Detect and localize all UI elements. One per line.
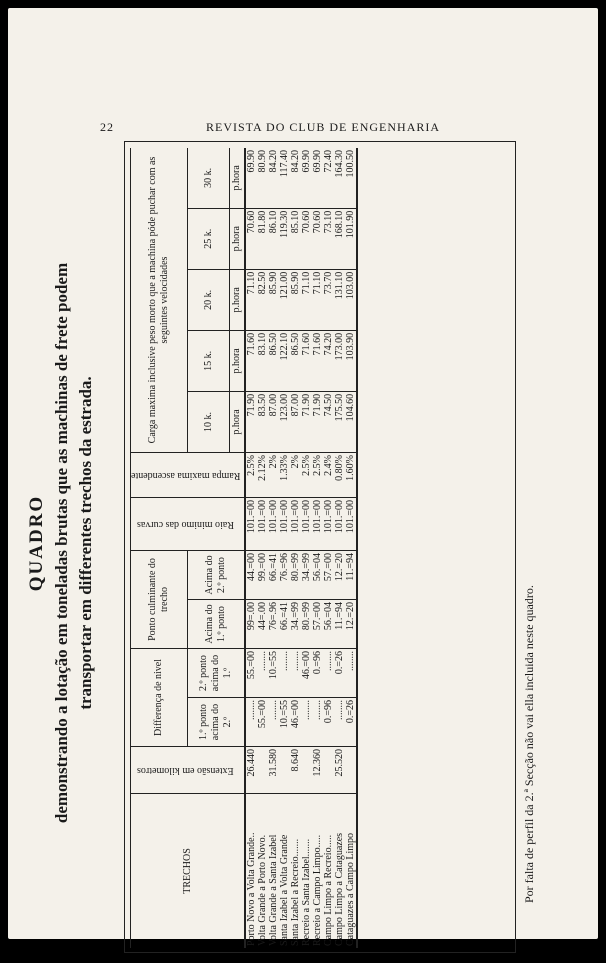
dif-2-cell: 10.=55 xyxy=(268,649,279,698)
load-cell: 173.00 xyxy=(334,330,345,391)
header-speed: 20 k. xyxy=(188,269,230,330)
title-subtitle-2: transportar em differentes trechos da estrada. xyxy=(76,376,95,710)
rampa-cell: 2.5% xyxy=(312,453,323,498)
load-cell: 71.60 xyxy=(301,330,312,391)
raio-cell: 101.=00 xyxy=(312,498,323,551)
trecho-cell: Santa Izabel a Recreio....... xyxy=(290,838,302,946)
table-row xyxy=(334,148,345,948)
load-cell: 87.00 xyxy=(290,391,301,452)
load-cell: 71.10 xyxy=(312,269,323,330)
load-cell: 101.90 xyxy=(345,208,357,269)
load-cell: 71.60 xyxy=(312,330,323,391)
trecho-cell: Campo Limpo a Recreio..... xyxy=(323,834,335,946)
table-row xyxy=(257,148,268,948)
dif-2-cell: ........ xyxy=(323,649,334,698)
rampa-cell: 1.33% xyxy=(279,453,290,498)
table-row xyxy=(312,148,323,948)
dif-1-cell: ........ xyxy=(268,698,279,747)
dif-2-cell: ........ xyxy=(279,649,290,698)
load-cell: 164.30 xyxy=(334,148,345,208)
rampa-cell: 2.5% xyxy=(245,453,257,498)
load-cell: 71.90 xyxy=(245,391,257,452)
load-cell: 74.50 xyxy=(323,391,334,452)
header-carga: Carga maxima inclusive peso morto que a machina póde puchar com as seguintes velocidades xyxy=(131,148,188,453)
extensao-cell xyxy=(279,747,290,794)
load-cell: 74.20 xyxy=(323,330,334,391)
cul-1-cell: 76=.96 xyxy=(268,600,279,649)
cul-2-cell: 34.=99 xyxy=(301,551,312,600)
header-unit: p.hora xyxy=(230,391,246,452)
extensao-cell xyxy=(301,747,312,794)
extensao-cell xyxy=(323,747,334,794)
load-cell: 85.90 xyxy=(290,269,301,330)
load-cell: 131.10 xyxy=(334,269,345,330)
header-cul-2: Acima do 2.º ponto xyxy=(188,551,246,600)
cul-2-cell: 12.=20 xyxy=(334,551,345,600)
title-main: QUADRO xyxy=(26,494,47,592)
raio-cell: 101.=00 xyxy=(345,498,357,551)
cul-1-cell: 11.=94 xyxy=(334,600,345,649)
page xyxy=(8,8,598,946)
rotated-content xyxy=(14,123,554,963)
header-trechos: TRECHOS xyxy=(181,848,193,894)
extensao-cell: 25.520 xyxy=(334,747,345,794)
table-row xyxy=(345,148,357,948)
dif-2-cell: ........ xyxy=(345,649,357,698)
load-cell: 122.10 xyxy=(279,330,290,391)
cul-2-cell: 66.=41 xyxy=(268,551,279,600)
table-row xyxy=(290,148,301,948)
extensao-cell xyxy=(345,747,357,794)
load-cell: 71.10 xyxy=(245,269,257,330)
header-diferenca: Differença de nivel xyxy=(131,649,188,747)
load-cell: 119.30 xyxy=(279,208,290,269)
rampa-cell: 1.60% xyxy=(345,453,357,498)
cul-2-cell: 76.=96 xyxy=(279,551,290,600)
header-dif-1: 1.º ponto acima do 2.º xyxy=(188,698,246,747)
cul-1-cell: 44=.00 xyxy=(257,600,268,649)
header-rampa: Rampa maxima ascendente xyxy=(131,453,246,498)
dif-1-cell: 0.=26 xyxy=(345,698,357,747)
dif-1-cell: 0.=96 xyxy=(323,698,334,747)
dif-1-cell: ........ xyxy=(334,698,345,747)
load-cell: 84.20 xyxy=(268,148,279,208)
load-cell: 70.60 xyxy=(312,208,323,269)
dif-2-cell: 0.=96 xyxy=(312,649,323,698)
header-raio: Raio minimo das curvas xyxy=(131,498,246,551)
load-cell: 103.00 xyxy=(345,269,357,330)
cul-2-cell: 44.=00 xyxy=(245,551,257,600)
dif-1-cell: ........ xyxy=(301,698,312,747)
cul-1-cell: 56.=04 xyxy=(323,600,334,649)
trecho-cell: Santa Izabel a Volta Grande xyxy=(279,834,291,946)
dif-2-cell: ........ xyxy=(257,649,268,698)
load-cell: 69.90 xyxy=(312,148,323,208)
header-speed: 25 k. xyxy=(188,208,230,269)
load-cell: 85.90 xyxy=(268,269,279,330)
footnote: Por falta de perfil da 2.ª Secção não vai ella incluida neste quadro. xyxy=(522,585,536,903)
trecho-cell: Cataguazes a Campo Limpo xyxy=(345,832,357,946)
header-dif-2: 2.º ponto acima do 1.º xyxy=(188,649,246,698)
rampa-cell: 2% xyxy=(268,453,279,498)
load-cell: 100.50 xyxy=(345,148,357,208)
extensao-cell: 12.360 xyxy=(312,747,323,794)
dif-2-cell: 55.=00 xyxy=(245,649,257,698)
extensao-cell: 31.580 xyxy=(268,747,279,794)
raio-cell: 101.=00 xyxy=(323,498,334,551)
cul-2-cell: 80.=99 xyxy=(290,551,301,600)
load-cell: 86.50 xyxy=(268,330,279,391)
load-cell: 123.00 xyxy=(279,391,290,452)
trecho-cell: Porto Novo a Volta Grande.. xyxy=(246,832,258,946)
header-unit: p.hora xyxy=(230,269,246,330)
table-row xyxy=(301,148,312,948)
load-cell: 87.00 xyxy=(268,391,279,452)
rampa-cell: 2% xyxy=(290,453,301,498)
load-cell: 81.80 xyxy=(257,208,268,269)
header-speed: 15 k. xyxy=(188,330,230,391)
load-cell: 175.50 xyxy=(334,391,345,452)
header-extensao: Extensão em kilometros xyxy=(131,747,246,794)
load-cell: 85.10 xyxy=(290,208,301,269)
title-subtitle-1: demonstrando a lotação em toneladas brutas que as machinas de frete podem xyxy=(52,262,71,824)
dif-2-cell: ........ xyxy=(290,649,301,698)
cul-1-cell: 57.=00 xyxy=(312,600,323,649)
dif-1-cell: ........ xyxy=(245,698,257,747)
cul-1-cell: 80.=99 xyxy=(301,600,312,649)
load-cell: 71.10 xyxy=(301,269,312,330)
load-cell: 86.10 xyxy=(268,208,279,269)
raio-cell: 101.=00 xyxy=(268,498,279,551)
load-cell: 73.10 xyxy=(323,208,334,269)
header-culminante: Ponto culminante do trecho xyxy=(131,551,188,649)
cul-1-cell: 34.=99 xyxy=(290,600,301,649)
load-cell: 117.40 xyxy=(279,148,290,208)
extensao-cell xyxy=(257,747,268,794)
header-speed: 10 k. xyxy=(188,391,230,452)
load-cell: 70.60 xyxy=(245,208,257,269)
cul-2-cell: 11.=94 xyxy=(345,551,357,600)
load-cell: 86.50 xyxy=(290,330,301,391)
raio-cell: 101.=00 xyxy=(245,498,257,551)
extensao-cell: 26.440 xyxy=(245,747,257,794)
load-cell: 71.90 xyxy=(301,391,312,452)
header-speed: 30 k. xyxy=(188,148,230,208)
load-cell: 69.90 xyxy=(301,148,312,208)
table-row xyxy=(268,148,279,948)
load-cell: 82.50 xyxy=(257,269,268,330)
trecho-cell: Campo Limpo a Cataguazes xyxy=(334,832,346,946)
load-cell: 168.10 xyxy=(334,208,345,269)
cul-2-cell: 99.=00 xyxy=(257,551,268,600)
rampa-cell: 0.80% xyxy=(334,453,345,498)
dif-2-cell: 0.=26 xyxy=(334,649,345,698)
running-title: REVISTA DO CLUB DE ENGENHARIA xyxy=(206,120,441,134)
raio-cell: 101.=00 xyxy=(279,498,290,551)
load-cell: 83.10 xyxy=(257,330,268,391)
dif-1-cell: ........ xyxy=(312,698,323,747)
load-cell: 71.90 xyxy=(312,391,323,452)
cul-2-cell: 57.=00 xyxy=(323,551,334,600)
load-cell: 70.60 xyxy=(301,208,312,269)
cul-1-cell: 66.=41 xyxy=(279,600,290,649)
header-unit: p.hora xyxy=(230,330,246,391)
load-cell: 121.00 xyxy=(279,269,290,330)
load-cell: 69.90 xyxy=(245,148,257,208)
raio-cell: 101.=00 xyxy=(301,498,312,551)
cul-2-cell: 56.=04 xyxy=(312,551,323,600)
load-cell: 104.60 xyxy=(345,391,357,452)
dif-1-cell: 46.=00 xyxy=(290,698,301,747)
raio-cell: 101.=00 xyxy=(334,498,345,551)
dif-1-cell: 55.=00 xyxy=(257,698,268,747)
rampa-cell: 2.4% xyxy=(323,453,334,498)
trecho-cell: Recreio a Santa Izabel....... xyxy=(301,838,313,946)
load-cell: 80.90 xyxy=(257,148,268,208)
trecho-cell: Recreio a Campo Limpo..... xyxy=(312,834,324,946)
load-cell: 73.70 xyxy=(323,269,334,330)
table-row xyxy=(279,148,290,948)
table-title xyxy=(26,123,96,963)
load-cell: 72.40 xyxy=(323,148,334,208)
load-cell: 84.20 xyxy=(290,148,301,208)
data-table xyxy=(130,148,358,948)
page-number: 22 xyxy=(100,120,114,134)
header-unit: p.hora xyxy=(230,148,246,208)
header-cul-1: Acima do 1.º ponto xyxy=(188,600,246,649)
table-row xyxy=(245,148,257,948)
raio-cell: 101.=00 xyxy=(290,498,301,551)
load-cell: 71.60 xyxy=(245,330,257,391)
table-row xyxy=(323,148,334,948)
load-cell: 103.90 xyxy=(345,330,357,391)
load-cell: 83.50 xyxy=(257,391,268,452)
cul-1-cell: 99=.00 xyxy=(245,600,257,649)
trecho-cell: Volta Grande a Santa Izabel xyxy=(268,834,280,946)
trecho-cell: Volta Grande a Porto Novo. xyxy=(257,834,269,946)
table-body xyxy=(245,148,357,948)
cul-1-cell: 12.=20 xyxy=(345,600,357,649)
dif-1-cell: 10.=55 xyxy=(279,698,290,747)
raio-cell: 101.=00 xyxy=(257,498,268,551)
rampa-cell: 2.12% xyxy=(257,453,268,498)
rampa-cell: 2.5% xyxy=(301,453,312,498)
extensao-cell: 8.640 xyxy=(290,747,301,794)
dif-2-cell: 46.=00 xyxy=(301,649,312,698)
header-unit: p.hora xyxy=(230,208,246,269)
